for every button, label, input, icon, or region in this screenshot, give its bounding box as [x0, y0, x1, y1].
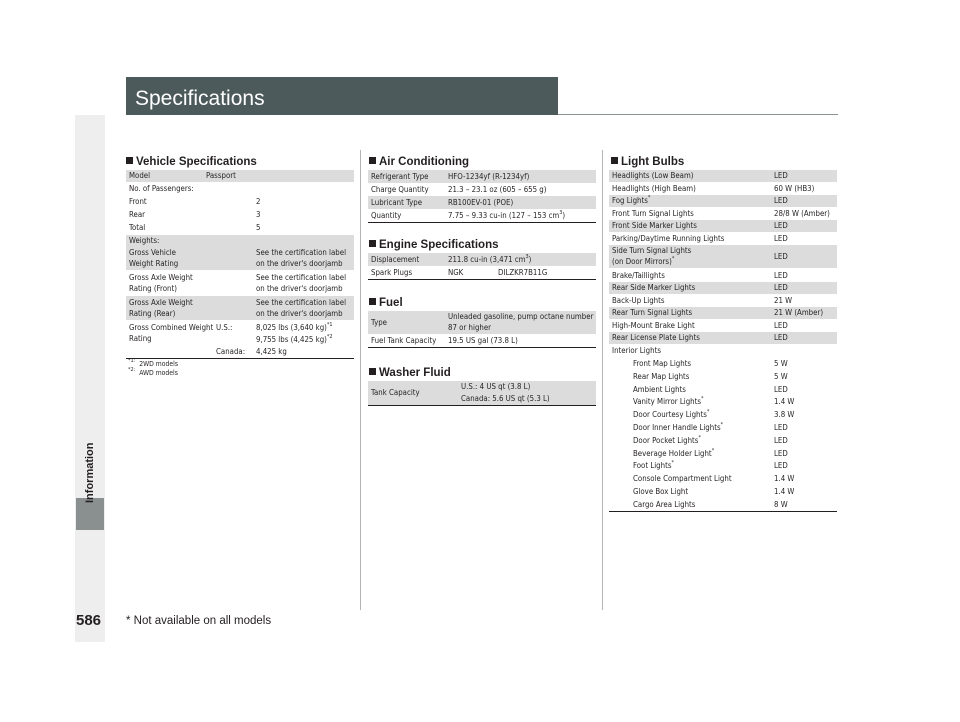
- square-bullet-icon: [369, 157, 376, 164]
- table-row: Weights:: [126, 235, 354, 247]
- square-bullet-icon: [369, 368, 376, 375]
- table-row: Foot Lights* LED: [633, 460, 788, 471]
- light-bulbs-heading: Light Bulbs: [611, 155, 684, 169]
- table-row: Glove Box Light 1.4 W: [633, 486, 795, 496]
- table-row: Rear 3: [129, 210, 261, 219]
- interior-lights-list: [609, 357, 837, 511]
- table-row: Door Courtesy Lights* 3.8 W: [633, 409, 795, 420]
- air-conditioning-table: [368, 170, 596, 223]
- table-row: Charge Quantity 21.3 – 23.1 oz (605 – 655 g): [371, 185, 547, 194]
- square-bullet-icon: [126, 157, 133, 164]
- column-divider: [360, 150, 361, 610]
- vehicle-specs-table: [126, 170, 354, 359]
- table-row: Type Unleaded gasoline, pump octane number 87 or higher: [368, 311, 596, 334]
- page-title-bar: [126, 77, 558, 115]
- table-row: Quantity 7.75 – 9.33 cu-in (127 – 153 $cm^3$): [371, 210, 566, 220]
- availability-footnote: * Not available on all models: [126, 615, 272, 627]
- table-row: Lubricant Type RB100EV-01 (POE): [368, 196, 596, 209]
- vehicle-notes: [128, 360, 178, 377]
- washer-fluid-heading: Washer Fluid: [369, 366, 451, 380]
- vehicle-specs-heading: Vehicle Specifications: [126, 155, 257, 169]
- table-row: Parking/Daytime Running Lights LED: [612, 234, 788, 243]
- table-row: Ambient Lights LED: [633, 384, 788, 394]
- table-row: Gross Axle Weight Rating (Rear) See the certification label on the driver's doorjamb: [126, 296, 354, 320]
- column-header: Model: [129, 171, 151, 180]
- square-bullet-icon: [369, 298, 376, 305]
- table-row: Total 5: [129, 223, 261, 232]
- note: $^{*2:}$ AWD models: [128, 366, 178, 377]
- fuel-heading: Fuel: [369, 296, 403, 310]
- square-bullet-icon: [369, 240, 376, 247]
- table-row: Headlights (High Beam) 60 W (HB3): [612, 184, 815, 193]
- fuel-table: [368, 311, 596, 348]
- table-row: Fuel Tank Capacity 19.5 US gal (73.8 L): [371, 336, 518, 345]
- table-row: No. of Passengers:: [129, 184, 194, 193]
- table-row: Gross Vehicle Weight Rating See the certification label on the driver's doorjamb: [126, 247, 354, 270]
- square-bullet-icon: [611, 157, 618, 164]
- table-row: Console Compartment Light 1.4 W: [633, 474, 795, 484]
- table-row: Back-Up Lights 21 W: [612, 296, 793, 305]
- table-row: Rear Turn Signal Lights 21 W (Amber): [609, 307, 837, 319]
- side-strip: [75, 115, 105, 642]
- table-row: Gross Combined Weight Rating U.S.: 8,025 lbs (3,640 kg)$^{*1}$ 9,755 lbs (4,425 kg)$^{*2}$ Canada: 4,425 kg: [129, 322, 333, 356]
- table-row: Displacement 211.8 cu-in (3,471 $cm^3$): [368, 253, 596, 266]
- washer-fluid-table: [368, 381, 596, 406]
- table-row: Cargo Area Lights 8 W: [633, 499, 788, 509]
- table-row: Beverage Holder Light* LED: [633, 447, 788, 458]
- table-row: Front Turn Signal Lights 28/8 W (Amber): [612, 209, 830, 218]
- table-row: Front Map Lights 5 W: [633, 359, 788, 368]
- table-row: Side Turn Signal Lights (on Door Mirrors)* LED: [609, 245, 837, 268]
- table-row: Vanity Mirror Lights* 1.4 W: [633, 396, 795, 407]
- air-conditioning-heading: Air Conditioning: [369, 155, 469, 169]
- side-label: Information: [84, 442, 96, 503]
- table-row: Headlights (Low Beam) LED: [609, 170, 837, 182]
- table-row: Interior Lights: [612, 346, 661, 355]
- engine-specs-table: [368, 253, 596, 280]
- table-row: High-Mount Brake Light LED: [612, 321, 788, 330]
- table-header-row: [126, 170, 354, 182]
- table-row: Front Side Marker Lights LED: [609, 220, 837, 232]
- table-row: Front 2: [129, 197, 261, 206]
- table-row: Refrigerant Type HFO-1234yf (R-1234yf): [368, 170, 596, 183]
- page-number: 586: [76, 612, 102, 629]
- note: $^{*1:}$ 2WD models: [128, 358, 179, 368]
- light-bulbs-table: [609, 170, 837, 512]
- table-row: Fog Lights* LED: [609, 195, 837, 207]
- table-row: Rear Map Lights 5 W: [633, 371, 788, 381]
- table-row: Brake/Taillights LED: [612, 271, 788, 280]
- title-rule: [558, 114, 838, 115]
- page-title: Specifications: [135, 87, 265, 110]
- table-row: Door Pocket Lights* LED: [633, 434, 788, 445]
- table-row: Rear License Plate Lights LED: [609, 332, 837, 344]
- table-row: Spark Plugs NGK DILZKR7B11G: [371, 268, 548, 277]
- column-header: Passport: [206, 171, 236, 180]
- table-row: Door Inner Handle Lights* LED: [633, 421, 788, 432]
- engine-specs-heading: Engine Specifications: [369, 238, 499, 252]
- column-divider: [602, 150, 603, 610]
- table-row: Gross Axle Weight Rating (Front) See the certification label on the driver's doorjamb: [129, 273, 347, 293]
- table-row: Rear Side Marker Lights LED: [609, 282, 837, 294]
- table-row: Tank Capacity U.S.: 4 US qt (3.8 L) Canada: 5.6 US qt (5.3 L): [368, 381, 596, 405]
